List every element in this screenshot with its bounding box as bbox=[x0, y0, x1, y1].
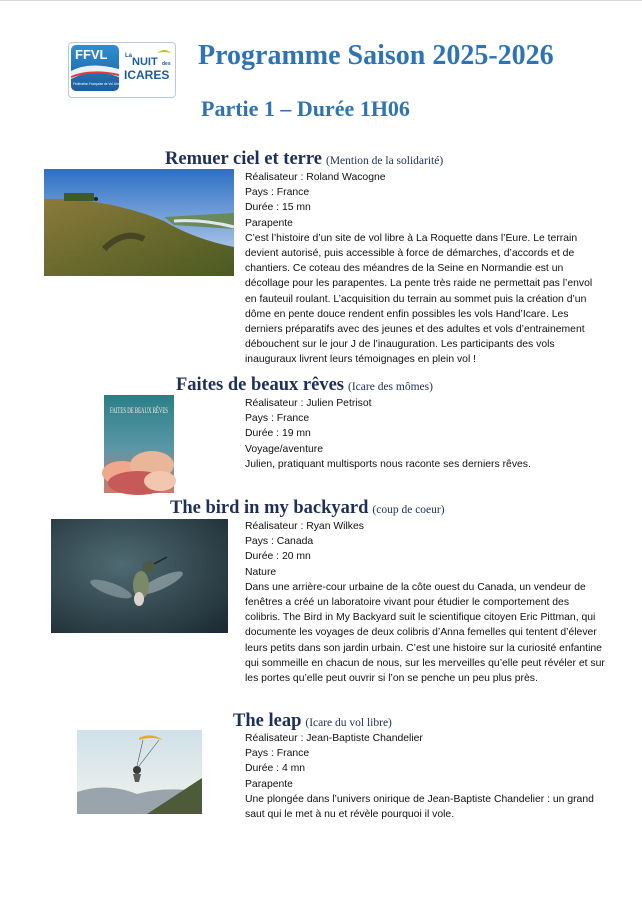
film-4-genre: Parapente bbox=[245, 778, 293, 790]
nuit-logo-text: NUIT bbox=[132, 56, 158, 68]
federation-logo-text: Fédération Française de Vol Libre bbox=[73, 82, 121, 86]
film-3-country: Pays : Canada bbox=[245, 536, 314, 548]
page-title: Programme Saison 2025-2026 bbox=[198, 40, 554, 71]
film-3-genre: Nature bbox=[245, 566, 277, 578]
nuit-des-text: des bbox=[162, 61, 171, 67]
film-2-description: Julien, pratiquant multisports nous raconte ses derniers rêves. bbox=[245, 458, 531, 470]
film-2-duration: Durée : 19 mn bbox=[245, 428, 311, 440]
ffvl-nuit-des-icares-logo bbox=[68, 42, 176, 98]
film-1-country: Pays : France bbox=[245, 187, 310, 199]
film-2-poster-text: FAITES DE BEAUX RÊVES bbox=[110, 406, 207, 415]
film-2-genre: Voyage/aventure bbox=[245, 443, 323, 455]
film-3-director: Réalisateur : Ryan Wilkes bbox=[245, 521, 364, 532]
film-1-duration: Durée : 15 mn bbox=[245, 202, 311, 214]
film-1-description: C’est l’histoire d’un site de vol libre à La Roquette dans l’Eure. Le terrain devient autorisé, puis accessible à force de démarches, d’accords et de chantiers. Ce coteau des méandres de la Seine en Normandie est un décollage pour les parapentes. La pente très raide ne permettait pas l’envol en fauteuil roulant. L’acquisition du terrain au sommet puis la création d’un dôme en pente douce rendent enfin possibles les vols Hand’Icare. Les derniers préparatifs avec des jeunes et des adultes et vols d’entrainement débouchent sur le jour J de l’inauguration. Les participants des vols inauguraux livrent leurs témoignages en plein vol ! bbox=[245, 232, 593, 366]
film-3-name: The bird in my backyard bbox=[170, 498, 369, 518]
wing-icon bbox=[157, 50, 171, 53]
film-4-award: (Icare du vol libre) bbox=[305, 717, 392, 729]
film-4-country: Pays : France bbox=[245, 748, 310, 760]
page-top-border bbox=[0, 0, 642, 1]
film-title-3 bbox=[170, 498, 445, 519]
film-1-thumbnail bbox=[44, 169, 234, 276]
film-3-thumbnail bbox=[51, 519, 228, 633]
film-2-name: Faites de beaux rêves bbox=[176, 375, 345, 395]
film-1-name: Remuer ciel et terre bbox=[165, 149, 322, 169]
film-1-award: (Mention de la solidarité) bbox=[325, 155, 444, 167]
film-4-director: Réalisateur : Jean-Baptiste Chandelier bbox=[245, 733, 423, 744]
film-title-1 bbox=[165, 149, 443, 170]
film-title-2 bbox=[176, 375, 433, 396]
film-2-award: (Icare des mômes) bbox=[348, 381, 433, 393]
film-4-details bbox=[245, 731, 605, 822]
film-4-description: Une plongée dans l’univers onirique de Jean-Baptiste Chandelier : un grand saut qui le met à nu et révèle pourquoi il vole. bbox=[245, 793, 594, 821]
page-subtitle: Partie 1 – Durée 1H06 bbox=[201, 96, 410, 121]
film-4-duration: Durée : 4 mn bbox=[245, 763, 306, 775]
nuit-la-text: La bbox=[125, 53, 133, 59]
film-3-duration: Durée : 20 mn bbox=[245, 551, 311, 563]
film-2-country: Pays : France bbox=[245, 413, 310, 425]
film-3-details bbox=[245, 519, 605, 686]
film-4-name: The leap bbox=[233, 711, 302, 731]
film-3-award: (coup de coeur) bbox=[372, 504, 445, 516]
film-2-details bbox=[245, 396, 605, 472]
film-2-poster bbox=[104, 395, 207, 493]
film-3-description: Dans une arrière-cour urbaine de la côte ouest du Canada, un vendeur de fenêtres a créé un laboratoire vivant pour étudier le comportement des colibris. The Bird in My Backyard suit le scientifique citoyen Eric Pittman, qui documente les voyages de deux colibris d’Anna femelles qui tentent d’élever leurs petits dans son jardin urbain. C’est une histoire sur la curiosité enfantine qui sommeille en chacun de nous, sur les merveilles qu’elle peut révéler et sur les portes qu’elle peut ouvrir si l’on se penche un peu plus près. bbox=[245, 581, 605, 685]
film-1-details bbox=[245, 170, 605, 368]
film-1-genre: Parapente bbox=[245, 217, 293, 229]
icares-logo-text: ICARES bbox=[124, 68, 170, 82]
film-2-director: Réalisateur : Julien Petrisot bbox=[245, 398, 372, 409]
film-title-4 bbox=[233, 711, 392, 732]
ffvl-logo-text: FFVL bbox=[75, 47, 108, 62]
film-1-director: Réalisateur : Roland Wacogne bbox=[245, 172, 386, 183]
film-4-thumbnail bbox=[77, 730, 202, 814]
